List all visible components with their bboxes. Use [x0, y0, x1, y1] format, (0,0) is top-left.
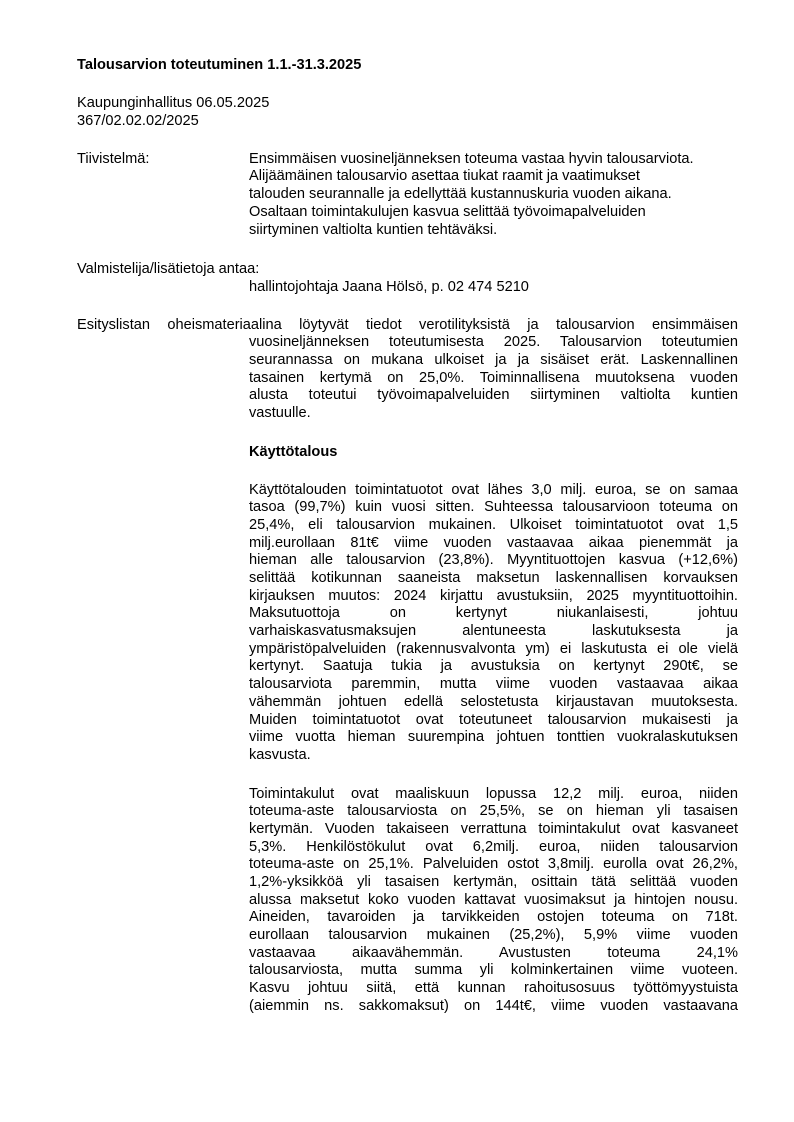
paragraph-line: milj.eurollaan 81t€ viime vuoden vastaavaa aikaa pienemmät ja [249, 535, 738, 551]
intro-line: alusta toteutui työvoimapalveluiden siirtyminen valtiolta kuntien [249, 387, 738, 403]
paragraph-line: Maksutuottoja on kertynyt niukanlaisesti, johtuu [249, 605, 738, 621]
paragraph-line: toteuma-aste on 25,1%. Palveluiden ostot 3,8milj. eurolla ovat 26,2%, [249, 856, 738, 872]
section-heading: Käyttötalous [249, 444, 338, 460]
paragraph-line: ympäristöpalveluiden (rakennusvalvonta ym) ei laskutusta ei ole vielä [249, 641, 738, 657]
intro-line: seurannassa on mukana ulkoiset ja ja sisäiset erät. Laskennallinen [249, 352, 738, 368]
paragraph-line: talousarviota paremmin, mutta viime vuoden vastaavaa aikaa [249, 676, 738, 692]
paragraph-line: eurollaan talousarvion mukainen (25,2%), 5,9% viime vuoden [249, 927, 738, 943]
intro-line: vuosineljänneksen toteutumisesta 2025. Talousarvion toteutumien [249, 334, 738, 350]
paragraph-line: 25,4%, eli talousarvion mukainen. Ulkoiset toimintatuotot ovat 1,5 [249, 517, 738, 533]
paragraph-line: kasvusta. [249, 747, 311, 763]
paragraph-line: alussa maksetut koko vuoden kattavat vuosimaksut ja hintojen nousu. [249, 892, 738, 908]
paragraph-line: selittää kotikunnan saaneista maksetun laskennallisen korvauksen [249, 570, 738, 586]
paragraph-line: Kasvu johtuu siitä, että kunnan rahoitusosuus työttömyystuista [249, 980, 738, 996]
paragraph-line: vastaavaa aikaavähemmän. Avustusten toteuma 24,1% [249, 945, 738, 961]
paragraph-line: (aiemmin ns. sakkomaksut) on 144t€, viime vuoden vastaavana [249, 998, 738, 1014]
summary-line: Alijäämäinen talousarvio asettaa tiukat raamit ja vaatimukset [249, 168, 640, 184]
paragraph-line: viime vuotta hieman suurempina johtuen tonttien vuokralaskutuksen [249, 729, 738, 745]
board-date: Kaupunginhallitus 06.05.2025 [77, 95, 270, 111]
paragraph-line: 5,3%. Henkilöstökulut ovat 6,2milj. euroa, niiden talousarvion [249, 839, 738, 855]
paragraph-line: Muiden toimintatuotot ovat toteutuneet talousarvion mukaisesti ja [249, 712, 738, 728]
intro-first-line: Esityslistan oheismateriaalina löytyvät tiedot verotilityksistä ja talousarvion ensimmäisen [77, 317, 738, 333]
summary-line: siirtyminen valtiolta kuntien tehtäväksi. [249, 222, 498, 238]
paragraph-line: 1,2%-yksikköä yli tasaisen kertymän, osittain tätä selittää vuoden [249, 874, 738, 890]
paragraph-line: tasoa (99,7%) kuin vuosi sitten. Suhteessa talousarvioon toteuma on [249, 499, 738, 515]
paragraph-line: kertymän. Vuoden takaiseen verrattuna toimintakulut ovat kasvaneet [249, 821, 738, 837]
case-number: 367/02.02.02/2025 [77, 113, 199, 129]
paragraph-line: Käyttötalouden toimintatuotot ovat lähes 3,0 milj. euroa, se on samaa [249, 482, 738, 498]
paragraph-line: Toimintakulut ovat maaliskuun lopussa 12,2 milj. euroa, niiden [249, 786, 738, 802]
paragraph-line: Aineiden, tavaroiden ja tarvikkeiden ostojen toteuma on 718t. [249, 909, 738, 925]
summary-line: Osaltaan toimintakulujen kasvua selittää työvoimapalveluiden [249, 204, 646, 220]
paragraph-line: kertynyt. Saatuja tukia ja avustuksia on kertynyt 290t€, se [249, 658, 738, 674]
intro-line: vastuulle. [249, 405, 311, 421]
summary-line: talouden seurannalle ja edellyttää kustannuskuria vuoden aikana. [249, 186, 672, 202]
preparer-label: Valmistelija/lisätietoja antaa: [77, 261, 260, 277]
intro-line: tasainen kertymä on 25,0%. Toiminnallisena muutoksena vuoden [249, 370, 738, 386]
paragraph-line: vähemmän johtuen edellä selostetusta kirjaustavan muutoksesta. [249, 694, 738, 710]
paragraph-line: varhaiskasvatusmaksujen alentuneesta laskutuksesta ja [249, 623, 738, 639]
preparer-value: hallintojohtaja Jaana Hölsö, p. 02 474 5210 [249, 279, 529, 295]
paragraph-line: talousarviosta, mutta summa yli kolminkertainen viime vuoteen. [249, 962, 738, 978]
paragraph-line: toteuma-aste talousarviosta on 25,5%, se on hieman yli tasaisen [249, 803, 738, 819]
summary-line: Ensimmäisen vuosineljänneksen toteuma vastaa hyvin talousarviota. [249, 151, 694, 167]
paragraph-line: kirjauksen muutos: 2024 kirjattu avustuksiin, 2025 myyntituottoihin. [249, 588, 738, 604]
document-title: Talousarvion toteutuminen 1.1.-31.3.2025 [77, 57, 362, 73]
summary-label: Tiivistelmä: [77, 151, 150, 167]
paragraph-line: hieman alle talousarvion (23,8%). Myyntituottojen kasvua (+12,6%) [249, 552, 738, 568]
